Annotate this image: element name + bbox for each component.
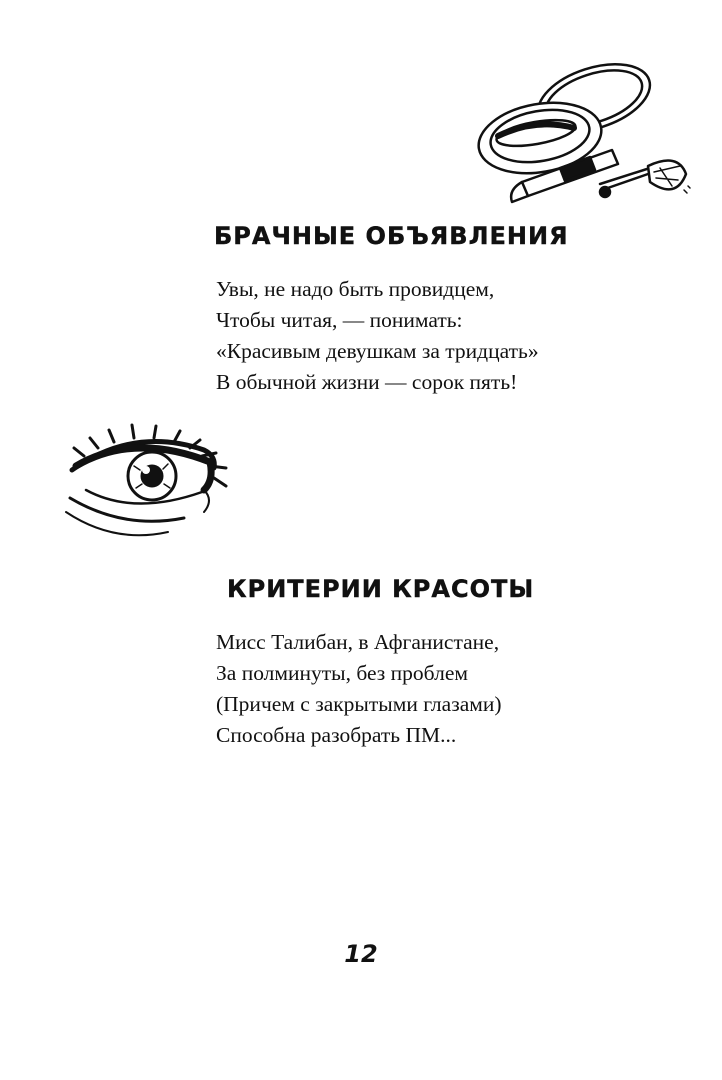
poem-line: Способна разобрать ПМ... <box>216 723 457 747</box>
poem-line: Увы, не надо быть провидцем, <box>216 277 495 301</box>
poem-title: БРАЧНЫЕ ОБЪЯВЛЕНИЯ <box>214 222 569 250</box>
poem-title: КРИТЕРИИ КРАСОТЫ <box>227 575 535 603</box>
poem-line: В обычной жизни — сорок пять! <box>216 370 518 394</box>
poem-line: (Причем с закрытыми глазами) <box>216 692 502 716</box>
poem-line: За полминуты, без проблем <box>216 661 468 685</box>
eye-illustration <box>64 408 234 550</box>
poem-text <box>216 274 539 398</box>
makeup-illustration <box>462 40 694 220</box>
poem-line: Чтобы читая, — понимать: <box>216 308 463 332</box>
page-number: 12 <box>344 940 378 968</box>
poem-text <box>216 627 502 751</box>
poem-line: Мисс Талибан, в Афганистане, <box>216 630 500 654</box>
poem-line: «Красивым девушкам за тридцать» <box>216 339 539 363</box>
